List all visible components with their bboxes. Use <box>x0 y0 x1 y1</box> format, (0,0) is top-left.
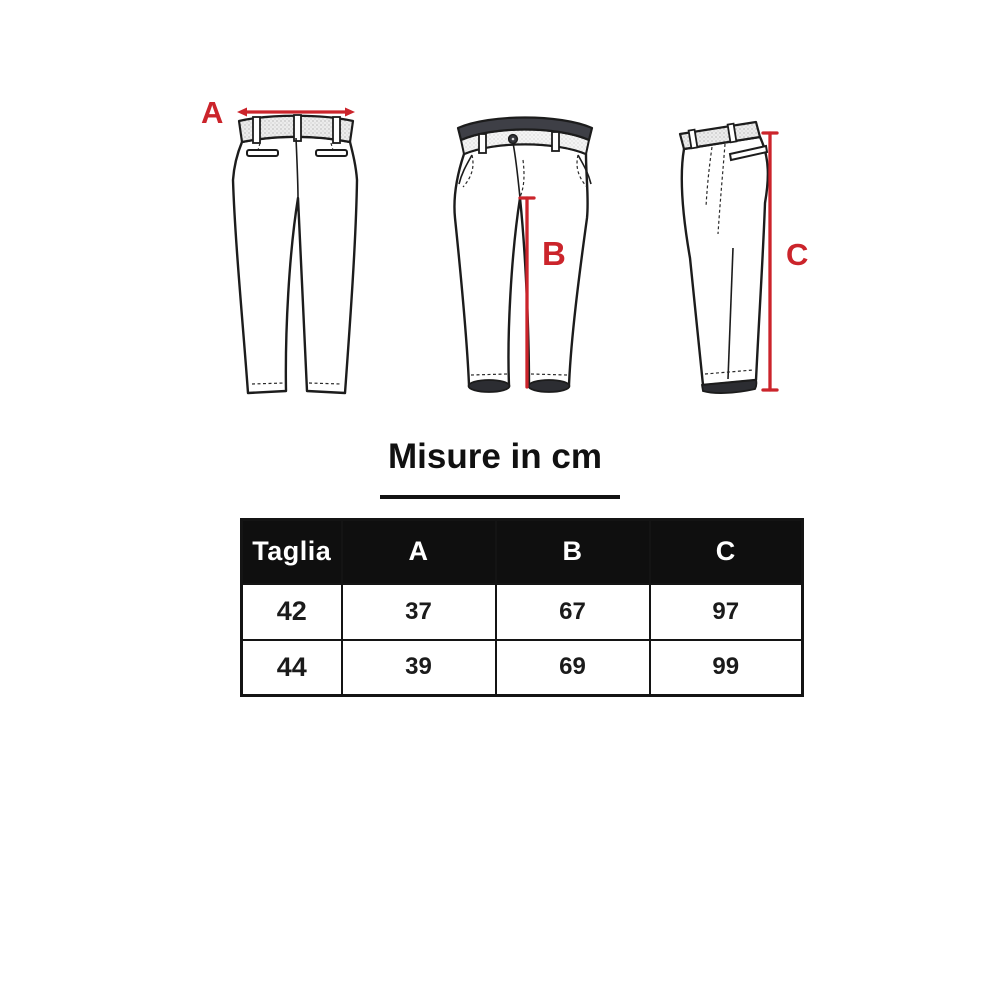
cell-42-c: 97 <box>650 584 803 640</box>
cell-44-b: 69 <box>496 640 650 696</box>
belt-loop <box>333 117 340 143</box>
pants-back-outline <box>233 115 357 393</box>
waist-button-detail <box>512 138 515 141</box>
page-title: Misure in cm <box>388 437 602 476</box>
size-row-44 <box>242 640 803 696</box>
cell-44-c: 99 <box>650 640 803 696</box>
cell-44-a: 39 <box>342 640 496 696</box>
size-table-header-row <box>242 520 803 584</box>
leg-hem-opening <box>529 380 570 392</box>
title-underline <box>380 495 620 499</box>
pants-front-outline <box>454 118 592 393</box>
column-header-c: C <box>650 520 803 584</box>
measurement-label-c: C <box>786 237 809 272</box>
column-header-b: B <box>496 520 650 584</box>
belt-loop <box>479 134 486 153</box>
column-header-a: A <box>342 520 496 584</box>
cell-size-44: 44 <box>242 640 342 696</box>
cell-42-b: 67 <box>496 584 650 640</box>
leg-hem-opening <box>469 380 510 392</box>
back-pocket-welt <box>316 150 347 156</box>
measurement-label-b: B <box>542 235 566 272</box>
measurement-label-a: A <box>201 95 224 130</box>
back-pocket-welt <box>247 150 278 156</box>
column-header-taglia: Taglia <box>242 520 342 584</box>
pants-back-view-drawing <box>200 92 370 407</box>
belt-loop <box>253 117 260 143</box>
size-table <box>240 518 804 697</box>
pants-side-outline <box>680 122 768 393</box>
size-row-42 <box>242 584 803 640</box>
pants-front-view-drawing <box>445 106 605 402</box>
cell-size-42: 42 <box>242 584 342 640</box>
cell-42-a: 37 <box>342 584 496 640</box>
belt-loop <box>294 115 301 141</box>
belt-loop <box>552 132 559 151</box>
